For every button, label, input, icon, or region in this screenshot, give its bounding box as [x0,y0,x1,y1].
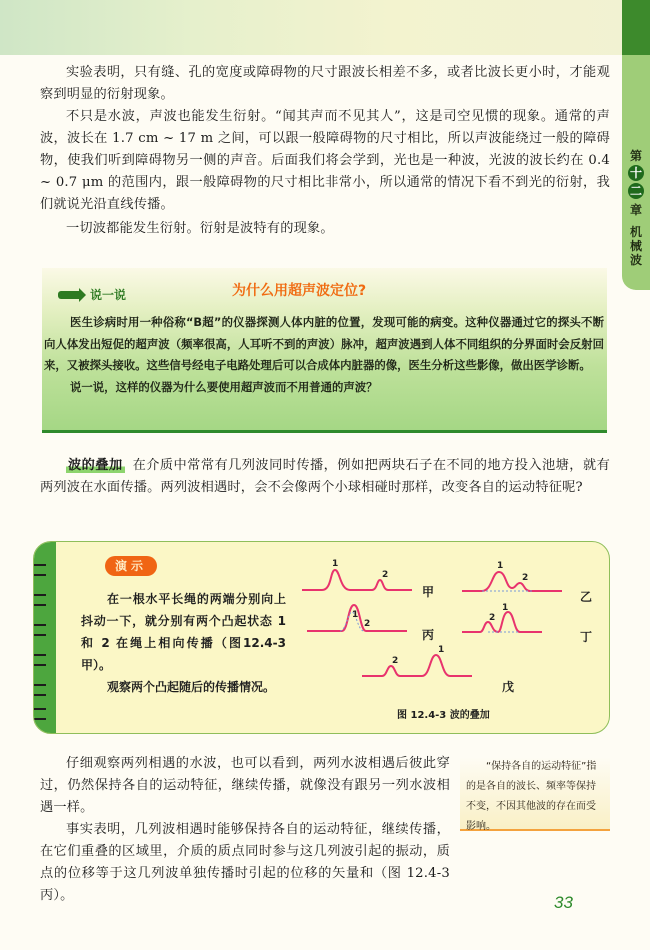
discussion-tag [58,286,126,303]
chapter-number-2: 二 [629,184,642,198]
binder-ring-icon [33,654,46,666]
svg-text:1: 1 [352,610,359,620]
demonstration-box [33,541,610,734]
demonstration-step: 在一根水平长绳的两端分别向上抖动一下，就分别有两个凸起状态 1 和 2 在绳上相向传播（图12.4-3甲）。 [81,592,286,672]
discussion-tag-label: 说一说 [90,288,127,302]
paragraph-water-waves: 仔细观察两列相遇的水波，也可以看到，两列水波相遇后彼此穿过，仍然保持各自的运动特征，继续传播，就像没有跟另一列水波相遇一样。 [40,756,450,815]
svg-text:2: 2 [364,619,371,629]
wave-pulses-diagram [302,550,602,710]
margin-note-text: “保持各自的运动特征”指的是各自的波长、频率等保持不变，不因其他波的存在而受影响。 [466,761,597,832]
chapter-prefix: 第 [629,149,642,163]
label-jia: 甲 [422,585,435,599]
svg-text:1: 1 [438,645,445,655]
margin-note [460,757,610,831]
binder-ring-icon [33,708,46,720]
paragraph-diffraction-condition: 实验表明，只有缝、孔的宽度或障碍物的尺寸跟波长相差不多，或者比波长更小时，才能观察到明显的衍射现象。 [40,65,610,102]
chapter-suffix: 章 [629,203,642,217]
chapter-title: 机械波 [629,225,642,267]
paragraph-superposition-principle: 事实表明，几列波相遇时能够保持各自的运动特征，继续传播，在它们重叠的区域里，介质的质点同时参与这几列波引起的振动，质点的位移等于这几列波单独传播时引起的位移的矢量和（图 12.4-3 丙）。 [40,822,450,903]
demonstration-observe: 观察两个凸起随后的传播情况。 [107,680,276,694]
svg-text:1: 1 [502,603,509,613]
svg-text:1: 1 [332,559,339,569]
paragraph-diffraction-universal: 一切波都能发生衍射。衍射是波特有的现象。 [66,221,334,236]
discussion-paragraph-1: 医生诊病时用一种俗称“B超”的仪器探测人体内脏的位置，发现可能的病变。这种仪器通过它的探头不断向人体发出短促的超声波（频率很高，人耳听不到的声波）脉冲，超声波遇到人体不同组织的分界面时会反射回来，又被探头接收。这些信号经电子电路处理后可以合成体内脏器的像，医生分析这些影像，做出医学诊断。 [44,315,604,372]
label-ding: 丁 [580,630,593,644]
term-superposition: 波的叠加 [68,458,123,473]
label-wu: 戊 [502,680,515,694]
page-number: 33 [554,893,573,912]
demonstration-tag: 演示 [105,556,157,576]
chapter-number-1: 十 [629,166,642,180]
paragraph-sound-diffraction: 不只是水波，声波也能发生衍射。“闻其声而不见其人”，这是司空见惯的现象。通常的声波，波长在 1.7 cm ~ 17 m 之间，可以跟一般障碍物的尺寸相比，所以声波能绕过一般的障碍物，使我们听到障碍物另一侧的声音。后面我们将会学到，光也是一种波，光波的波长约在 0.4 ~ 0.7 μm 的范围内，跟一般障碍物的尺寸相比非常小，所以通常的情况下看不到光的衍射，我们就说光沿直线传播。 [40,109,610,212]
discussion-box [42,268,607,433]
wave-superposition-figure [302,550,602,730]
svg-text:2: 2 [382,570,389,580]
binder-ring-icon [33,624,46,636]
svg-text:2: 2 [522,573,529,583]
superposition-text: 在介质中常常有几列波同时传播，例如把两块石子在不同的地方投入池塘，就有两列波在水面传播。两列波相遇时，会不会像两个小球相碰时那样，改变各自的运动特征呢? [40,458,610,495]
binder-ring-icon [33,684,46,696]
label-yi: 乙 [580,590,593,604]
discussion-title: 为什么用超声波定位? [232,283,367,299]
binder-ring-icon [33,594,46,606]
svg-text:1: 1 [497,561,504,571]
arrow-right-icon [58,291,80,299]
discussion-question: 说一说，这样的仪器为什么要使用超声波而不用普通的声波？ [70,379,378,394]
side-tab-top [622,0,650,55]
demonstration-text [81,588,286,698]
svg-text:2: 2 [392,656,399,666]
discussion-body [44,312,604,398]
top-decorative-band [0,0,650,55]
binder-ring-icon [33,564,46,576]
label-bing: 丙 [422,628,435,642]
paragraph-superposition [40,455,610,499]
chapter-side-tab [622,55,650,290]
figure-caption: 图 12.4-3 波的叠加 [397,710,490,721]
svg-text:2: 2 [489,613,496,623]
